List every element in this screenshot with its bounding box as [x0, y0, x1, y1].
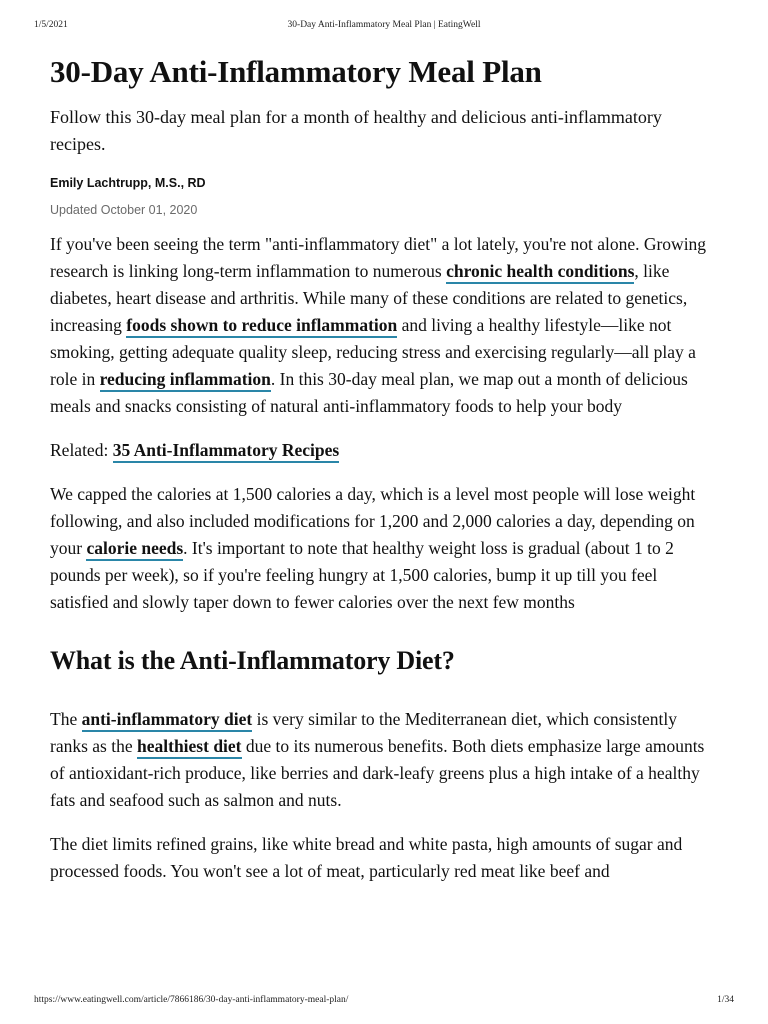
print-date: 1/5/2021 [34, 20, 68, 30]
text-span: and living a healthy lifestyle—like not smoking, getting adequate quality sleep, reducing stress and exercising regularly—all play a role in [50, 315, 696, 389]
print-page-title: 30-Day Anti-Inflammatory Meal Plan | EatingWell [287, 20, 481, 30]
intro-paragraph [50, 231, 718, 420]
healthiest-diet-link[interactable]: healthiest diet [137, 736, 242, 759]
updated-date: Updated October 01, 2020 [50, 203, 198, 217]
related-recipes-link[interactable]: 35 Anti-Inflammatory Recipes [113, 440, 340, 463]
anti-inflammatory-diet-link[interactable]: anti-inflammatory diet [82, 709, 253, 732]
text-span: The diet limits refined grains, like white bread and white pasta, high amounts of sugar and processed foods. You won't see a lot of meat, particularly red meat like beef and [50, 834, 683, 881]
text-span: due to its numerous benefits. Both diets emphasize large amounts of antioxidant-rich produce, like berries and dark-leafy greens plus a high intake of a healthy fats and seafood such as salmon and nuts. [50, 736, 705, 810]
limits-paragraph [50, 831, 718, 885]
print-header [0, 20, 768, 34]
diet-paragraph [50, 706, 718, 814]
text-span: . It's important to note that healthy weight loss is gradual (about 1 to 2 pounds per week), so if you're feeling hungry at 1,500 calories, bump it up till you feel satisfied and slowly taper down to fewer calories over the next few months [50, 538, 674, 612]
related-label: Related: [50, 440, 113, 460]
calories-paragraph [50, 481, 718, 616]
related-line [50, 437, 718, 464]
text-span: . In this 30-day meal plan, we map out a month of delicious meals and snacks consisting of natural anti-inflammatory foods to help your body [50, 369, 688, 416]
text-span: The [50, 709, 82, 729]
reducing-inflammation-link[interactable]: reducing inflammation [100, 369, 271, 392]
print-page-number: 1/34 [717, 995, 734, 1005]
calorie-needs-link[interactable]: calorie needs [86, 538, 183, 561]
chronic-health-conditions-link[interactable]: chronic health conditions [446, 261, 634, 284]
section-heading: What is the Anti-Inflammatory Diet? [50, 646, 455, 675]
article-dek: Follow this 30-day meal plan for a month of healthy and delicious anti-inflammatory recipes. [50, 107, 662, 154]
print-footer [0, 995, 768, 1009]
article-content [50, 50, 718, 902]
text-span: , like diabetes, heart disease and arthritis. While many of these conditions are related to genetics, increasing [50, 261, 688, 335]
text-span: We capped the calories at 1,500 calories a day, which is a level most people will lose weight following, and also included modifications for 1,200 and 2,000 calories a day, depending on your [50, 484, 696, 558]
text-span: If you've been seeing the term "anti-inflammatory diet" a lot lately, you're not alone. Growing research is linking long-term inflammation to numerous [50, 234, 707, 281]
foods-reduce-inflammation-link[interactable]: foods shown to reduce inflammation [126, 315, 397, 338]
author-byline[interactable]: Emily Lachtrupp, M.S., RD [50, 176, 206, 190]
print-url: https://www.eatingwell.com/article/7866186/30-day-anti-inflammatory-meal-plan/ [34, 995, 349, 1005]
article-title: 30-Day Anti-Inflammatory Meal Plan [50, 54, 542, 89]
text-span: is very similar to the Mediterranean diet, which consistently ranks as the [50, 709, 677, 756]
